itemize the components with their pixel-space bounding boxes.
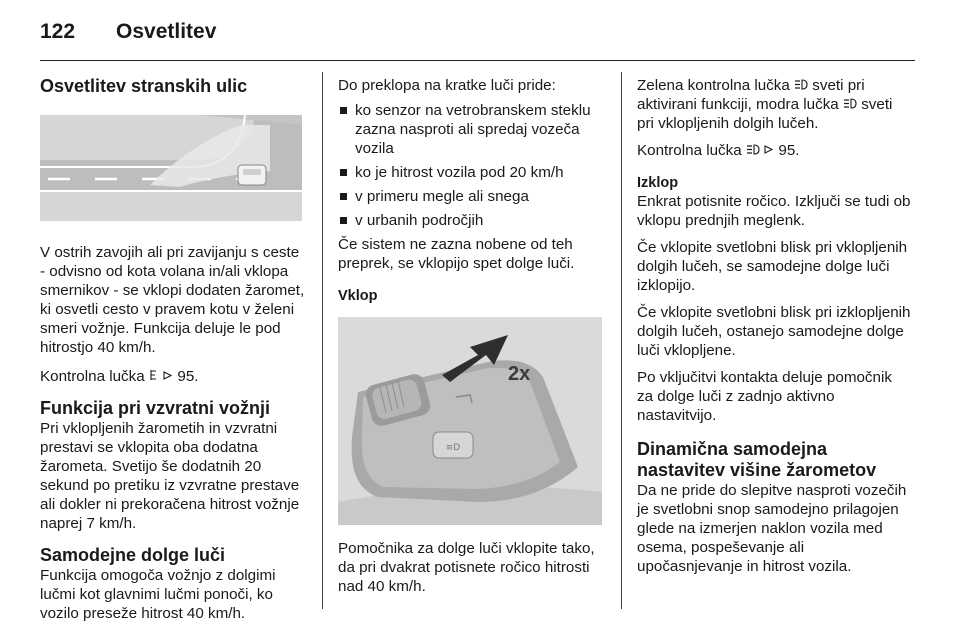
- section-heading: Dinamična samodejna nastavitev višine žarometov: [637, 439, 877, 480]
- list-item: [338, 163, 606, 182]
- section-heading: Samodejne dolge luči: [40, 545, 226, 565]
- sub-heading: Izklop: [637, 175, 679, 191]
- paragraph: [637, 76, 912, 133]
- paragraph: Po vključitvi kontakta deluje pomočnik za dolge luči z zadnjo aktivno nastavitvijo.: [637, 369, 892, 424]
- page-ref-arrow-icon: [764, 144, 774, 155]
- indicator-line: [40, 367, 306, 386]
- list-item-text: ko senzor na vetrobranskem steklu zazna nasproti ali spredaj vozeča vozila: [355, 102, 591, 157]
- paragraph: Če sistem ne zazna nobene od teh preprek, se vklopijo spet dolge luči.: [338, 236, 575, 272]
- paragraph: Da ne pride do slepitve nasproti vozečih je svetlobni snop samodejno prilagojen glede na izmerjen naklon vozila med osema, pospeševanje ali upočasnjevanje in hitrost vozila.: [637, 482, 907, 575]
- list-item-text: v urbanih področjih: [355, 212, 484, 229]
- sub-heading: Vklop: [338, 288, 378, 304]
- section-heading: Funkcija pri vzvratni vožnji: [40, 398, 271, 418]
- paragraph: Pri vklopljenih žarometih in vzvratni prestavi se vklopita oba dodatna žarometa. Svetijo še dodatnih 20 sekund po pretiku iz vzvratne prestave ali dokler ni prekoračena hitrost vožnje naprej 7 km/h.: [40, 420, 300, 532]
- text-span: sveti pri aktivirani funkciji, modra lučka: [637, 77, 865, 113]
- list-item-text: ko je hitrost vozila pod 20 km/h: [355, 164, 564, 181]
- column-middle: [338, 76, 606, 596]
- indicator-label: Kontrolna lučka: [637, 142, 742, 159]
- indicator-label: Kontrolna lučka: [40, 368, 145, 385]
- paragraph: Enkrat potisnite ročico. Izključi se tudi ob vklopu prednjih meglenk.: [637, 193, 911, 229]
- auto-high-beam-icon: [746, 144, 760, 155]
- page-ref-arrow-icon: [163, 370, 173, 381]
- column-divider: [621, 72, 622, 609]
- text-span: Zelena kontrolna lučka: [637, 77, 790, 94]
- stalk-push-illustration: [338, 317, 602, 525]
- column-left: [40, 76, 306, 623]
- cornering-light-illustration: [40, 115, 302, 221]
- cornering-light-icon: [149, 369, 159, 381]
- paragraph: Če vklopite svetlobni blisk pri izklopljenih dolgih lučeh, ostanejo samodejne dolge luči vklopljene.: [637, 304, 911, 359]
- paragraph: Funkcija omogoča vožnjo z dolgimi lučmi kot glavnimi lučmi ponoči, ko vozilo preseže hitrost 40 km/h.: [40, 567, 276, 622]
- list-item-text: v primeru megle ali snega: [355, 188, 529, 205]
- running-title: Osvetlitev: [116, 20, 217, 43]
- svg-text:≡D: ≡D: [445, 443, 461, 453]
- column-right: [637, 76, 912, 576]
- high-beam-icon: [843, 98, 857, 109]
- list-item: [338, 101, 606, 158]
- paragraph: Če vklopite svetlobni blisk pri vklopljenih dolgih lučeh, se samodejne dolge luči izklopijo.: [637, 239, 908, 294]
- figure-caption: Pomočnika za dolge luči vklopite tako, da pri dvakrat potisnete ročico hitrosti nad 40 km/h.: [338, 540, 595, 595]
- text-span: sveti pri vklopljenih dolgih lučeh.: [637, 96, 893, 132]
- paragraph: V ostrih zavojih ali pri zavijanju s ceste - odvisno od kota volana in/ali vklopa smernikov - se vklopi dodaten žaromet, ki osvetli cesto v pravem kotu v želeni smeri vožnje. Funkcija deluje le pod hitrostjo 40 km/h.: [40, 244, 305, 356]
- page-number: 122: [40, 20, 76, 43]
- bullet-list: [338, 101, 606, 230]
- figure-label: 2x: [508, 363, 531, 385]
- column-divider: [322, 72, 323, 609]
- paragraph: Do preklopa na kratke luči pride:: [338, 77, 556, 94]
- list-item: [338, 187, 606, 206]
- section-heading: Osvetlitev stranskih ulic: [40, 76, 248, 96]
- auto-high-beam-icon: [794, 79, 808, 90]
- page-reference: 95.: [778, 142, 800, 159]
- indicator-line: [637, 141, 912, 160]
- page-reference: 95.: [177, 368, 199, 385]
- page-header: [40, 20, 915, 61]
- list-item: [338, 211, 606, 230]
